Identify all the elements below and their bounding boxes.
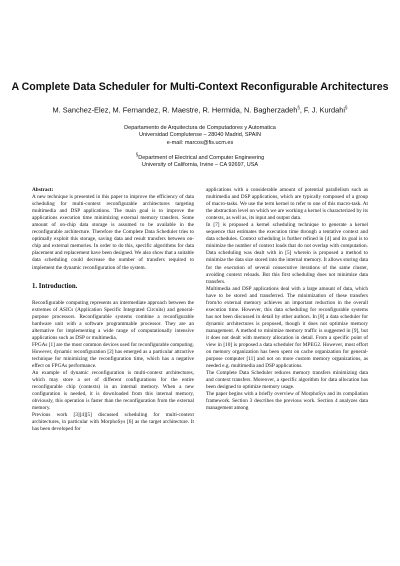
left-column <box>32 187 194 434</box>
intro-paragraph-2: FPGAs [1] are the most common devices used for reconfigurable computing. However, dynamic reconfiguration [2] has emerged as a particular attractive technique for minimizing the reconfiguration time, which has a negative effect on FPGAs performance. <box>32 341 194 370</box>
paper-title: A Complete Data Scheduler for Multi-Context Reconfigurable Architectures <box>11 81 389 93</box>
intro-paragraph-4: Previous work [3][4][5] discussed scheduling for multi-context architectures, in particular with MorphoSys [6] as the target architecture. It has been developed for <box>32 412 194 433</box>
affiliation-mark: § <box>135 152 139 157</box>
affiliation-department-2: §Department of Electrical and Computer Engineering <box>135 152 265 161</box>
right-column <box>206 187 368 413</box>
affiliation-email: e-mail: marcos@fis.ucm.es <box>166 139 234 146</box>
author-last: , F. J. Kurdahi <box>299 105 345 115</box>
right-paragraph-4: The Complete Data Scheduler reduces memory transfers minimizing data and context transfers. Moreover, a specific algorithm for data allocation has been designed to optimize memory usage. <box>206 370 368 391</box>
author-list <box>0 105 400 114</box>
affiliation-uci <box>0 151 400 169</box>
right-paragraph-2: In [7] is proposed a kernel scheduling technique to generate a kernel sequence that estimates the execution time through a tentative context and data schedules. Context scheduling is further refined in [4] and its goal is to minimize the number of context loads that do not overlap with computation. Data scheduling was dealt with in [5] wherein is proposed a method to minimize the data size stored into the internal memory. It allows storing data for the execution of several consecutive iterations of the same cluster, avoiding context reloads. But this first scheduling does not minimize data transfers. <box>206 222 368 285</box>
affiliation-university-2: University of California, Irvine – CA 92697, USA <box>141 162 259 169</box>
affiliation-university: Universidad Complutense – 28040 Madrid, SPAIN <box>139 132 261 139</box>
intro-paragraph-3: An example of dynamic reconfiguration is multi-context architectures, which may store a set of different configurations for the entire reconfigurable chip (contexts) in an internal memory. When a new configuration is needed, it is downloaded from this internal memory, obviously, this operation is faster than the reconfiguration from the external memory. <box>32 370 194 412</box>
affiliation-department: Departamento de Arquitectura de Computadores y Automatica <box>124 125 276 131</box>
right-paragraph-5: The paper begins with a briefly overview of MorphoSys and its compilation framework. Section 3 describes the previous work. Section 4 analyzes data management among <box>206 391 368 412</box>
author-affiliation-mark: § <box>297 105 300 110</box>
author-affiliation-mark-2: § <box>345 105 348 110</box>
affiliation-ucm <box>0 125 400 147</box>
right-paragraph-1: applications with a considerable amount of potential parallelism such as multimedia and DSP applications, which are typically composed of a group of macro-tasks. We use the term kernel to refer to one of this macro-task. At the abstraction level on which we are working a kernel is characterized by its contexts, as well as, its input and output data. <box>206 187 368 222</box>
section-heading-introduction: 1. Introduction. <box>32 282 78 290</box>
right-paragraph-3: Multimedia and DSP applications deal with a large amount of data, which have to be stored and transferred. The minimization of these transfers from/to external memory achieves an important reduction in the overall execution time. However, this data scheduling for reconfigurable systems has not been discussed in detail by other authors. In [8] a data scheduler for dynamic architectures is proposed, though it does not optimize memory management. A method to minimize memory traffic is suggested in [9], but it does not dealt with memory allocation in detail. From a specific point of view in [10] is proposed a data scheduler for MPEG2. However, most effort on memory organization has been spent on cache organization for general-purpose computer [11] and not on more custom memory organizations, as needed e.g. multimedia and DSP applications. <box>206 285 368 370</box>
intro-paragraph-1: Reconfigurable computing represents an intermediate approach between the extremes of ASICs (Application Specific Integrated Circuits) and general-purpose processors. Reconfigurable systems combine a reconfigurable hardware unit with a software programmable processor. They are an alternative for implementing a wide range of computationally intensive applications such as DSP or multimedia. <box>32 299 194 341</box>
abstract-heading: Abstract: <box>32 187 54 193</box>
abstract-text: A new technique is presented in this paper to improve the efficiency of data scheduling for multi-context reconfigurable architectures targeting multimedia and DSP applications. The main goal is to improve the applications execution time minimizing external memory transfers. Some amount of on-chip data storage is assumed to be available in the reconfigurable architecture. Therefore the Complete Data Scheduler tries to optimally exploit this storage, saving data and result transfers between on-chip and external memories. In order to do this, specific algorithms for data placement and replacement have been designed. We also show that a suitable data scheduling could decrease the number of transfers required to implement the dynamic reconfiguration of the system. <box>32 194 194 271</box>
author-names: M. Sanchez-Elez, M. Fernandez, R. Maestre, R. Hermida, N. Bagherzadeh <box>52 105 298 115</box>
